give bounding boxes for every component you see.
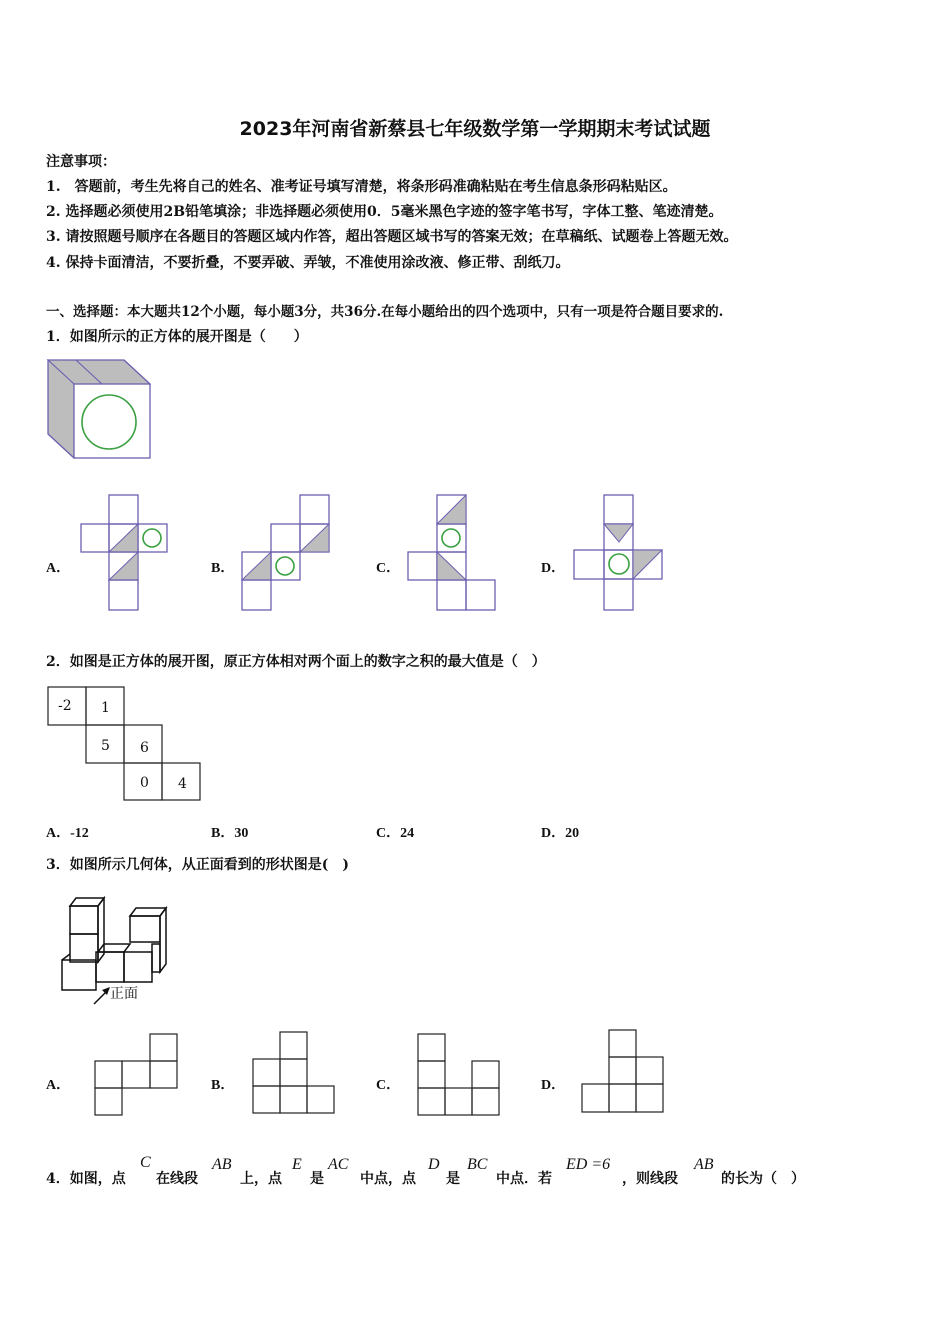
q3-option-c-label[interactable]: C． bbox=[376, 1078, 401, 1093]
q2-net-cell-6: 4 bbox=[178, 776, 187, 792]
q1-option-c-label[interactable]: C． bbox=[376, 561, 401, 576]
notice-item-4: 4. 保持卡面清洁，不要折叠，不要弄破、弄皱，不准使用涂改液、修正带、刮纸刀。 bbox=[46, 255, 570, 271]
q2-stem: 2．如图是正方体的展开图，原正方体相对两个面上的数字之积的最大值是（ ） bbox=[46, 654, 546, 670]
q3-option-b-label[interactable]: B． bbox=[211, 1078, 235, 1093]
q2-option-a[interactable]: A．-12 bbox=[46, 826, 89, 841]
q1-option-c-net[interactable] bbox=[407, 494, 499, 612]
q3-option-a-figure[interactable] bbox=[94, 1033, 180, 1118]
notice-item-1: 1. 答题前，考生先将自己的姓名、准考证号填写清楚，将条形码准确粘贴在考生信息条形码粘贴区。 bbox=[46, 179, 677, 195]
q3-option-a-label[interactable]: A． bbox=[46, 1078, 71, 1093]
q3-option-b-figure[interactable] bbox=[252, 1031, 338, 1116]
q4-point-c: C bbox=[140, 1154, 151, 1171]
q4-point-d: D bbox=[428, 1156, 440, 1173]
q4-text-1: 4．如图，点 bbox=[46, 1171, 126, 1187]
q4-segment-ab-2: AB bbox=[694, 1156, 714, 1173]
notice-item-2: 2. 选择题必须使用2B铅笔填涂；非选择题必须使用0．5毫米黑色字迹的签字笔书写，字体工整、笔迹清楚。 bbox=[46, 204, 723, 220]
q3-stem: 3．如图所示几何体，从正面看到的形状图是( ) bbox=[46, 857, 349, 873]
q1-cube-figure bbox=[46, 358, 152, 463]
q4-text-4: 是 bbox=[310, 1171, 324, 1187]
q4-segment-bc: BC bbox=[467, 1156, 488, 1173]
q1-option-b-net[interactable] bbox=[241, 494, 333, 612]
notice-item-3: 3. 请按照题号顺序在各题目的答题区域内作答，超出答题区域书写的答案无效；在草稿纸、试题卷上答题无效。 bbox=[46, 229, 738, 245]
page-title: 2023年河南省新蔡县七年级数学第一学期期末考试试题 bbox=[239, 118, 711, 140]
q3-option-c-figure[interactable] bbox=[417, 1033, 503, 1118]
q1-option-d-label[interactable]: D． bbox=[541, 561, 566, 576]
q1-option-d-net[interactable] bbox=[573, 494, 665, 612]
q2-net-cell-5: 0 bbox=[140, 775, 149, 791]
q3-option-d-label[interactable]: D． bbox=[541, 1078, 566, 1093]
q2-net-cell-4: 6 bbox=[140, 740, 149, 756]
q2-net-cell-3: 5 bbox=[101, 738, 110, 754]
q4-segment-ac: AC bbox=[328, 1156, 349, 1173]
q4-text-8: ，则线段 bbox=[622, 1171, 678, 1187]
q3-front-label: 正面 bbox=[110, 986, 138, 1002]
q4-point-e: E bbox=[292, 1156, 302, 1173]
q4-text-7: 中点．若 bbox=[496, 1171, 552, 1187]
q2-option-c[interactable]: C．24 bbox=[376, 826, 415, 841]
q4-segment-ab: AB bbox=[212, 1156, 232, 1173]
q4-text-5: 中点，点 bbox=[360, 1171, 416, 1187]
notice-heading: 注意事项： bbox=[46, 154, 116, 170]
q4-text-2: 在线段 bbox=[156, 1171, 198, 1187]
q4-text-3: 上，点 bbox=[240, 1171, 282, 1187]
q1-option-a-net[interactable] bbox=[80, 494, 170, 612]
q3-option-d-figure[interactable] bbox=[581, 1029, 667, 1117]
section-heading: 一、选择题：本大题共12个小题，每小题3分，共36分.在每小题给出的四个选项中，只有一项是符合题目要求的. bbox=[46, 304, 724, 320]
q1-option-b-label[interactable]: B． bbox=[211, 561, 235, 576]
q2-option-d[interactable]: D．20 bbox=[541, 826, 580, 841]
q2-option-b[interactable]: B．30 bbox=[211, 826, 249, 841]
q4-text-6: 是 bbox=[446, 1171, 460, 1187]
q4-given-ed: ED =6 bbox=[566, 1156, 611, 1173]
q2-net-cell-2: 1 bbox=[101, 700, 110, 716]
q1-option-a-label[interactable]: A． bbox=[46, 561, 71, 576]
q1-stem: 1．如图所示的正方体的展开图是（ ） bbox=[46, 329, 308, 345]
q4-text-9: 的长为（ ） bbox=[721, 1171, 805, 1187]
q2-net-cell-1: -2 bbox=[58, 698, 72, 714]
